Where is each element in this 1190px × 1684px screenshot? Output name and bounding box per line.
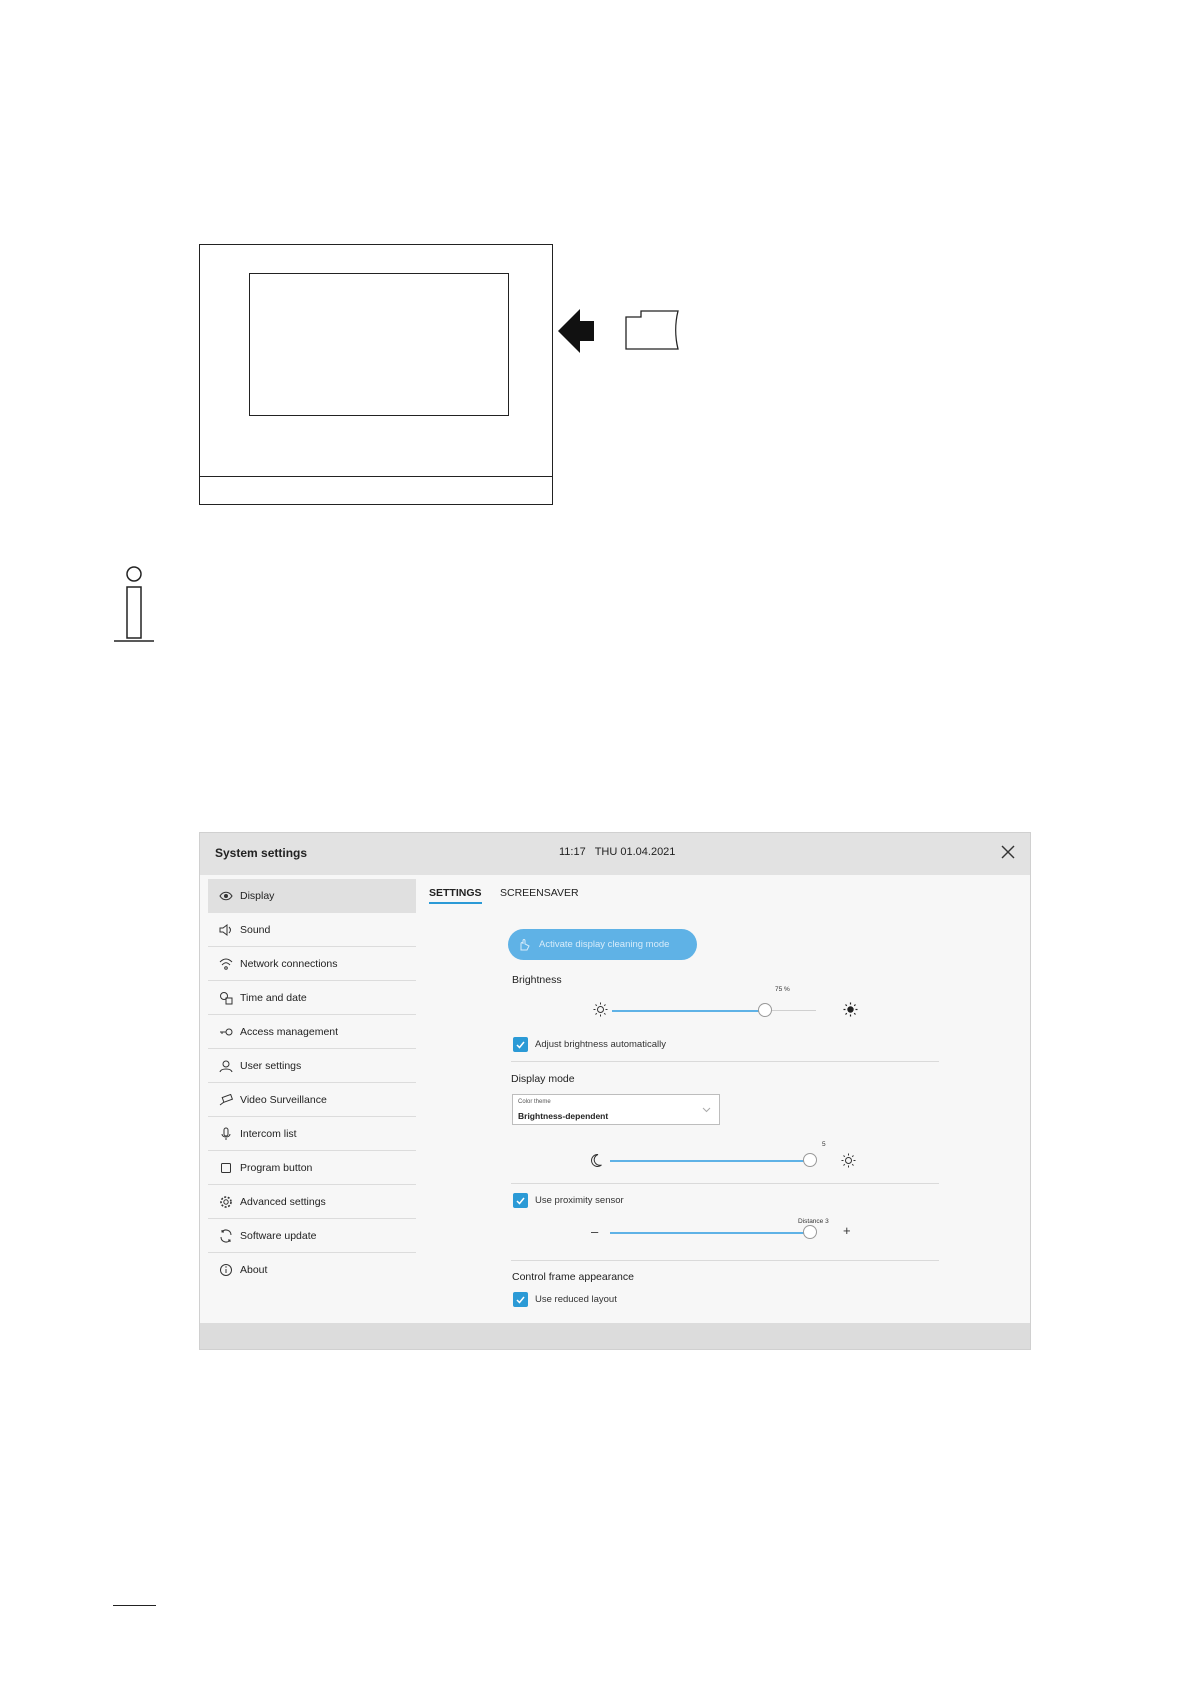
sidebar-item-network[interactable] [208,947,416,981]
square-icon [218,1160,234,1176]
key-icon [218,1024,234,1040]
display-mode-label: Display mode [511,1073,575,1085]
sidebar-item-advanced[interactable] [208,1185,416,1219]
divider [511,1061,939,1062]
display-cleaning-label: Activate display cleaning mode [539,939,670,950]
display-mode-slider-thumb[interactable] [803,1153,817,1167]
header-clock [559,846,675,858]
checkmark-icon [515,1039,526,1050]
color-theme-caption: Color theme [518,1099,551,1105]
insert-arrow-icon [558,309,598,353]
sidebar-item-label: Software update [240,1229,317,1242]
cleaning-hand-icon [518,938,532,952]
sidebar-item-label: Program button [240,1161,313,1174]
info-note-icon [112,565,156,643]
sun-outline-icon [593,1002,608,1017]
sidebar-item-about[interactable] [208,1253,416,1286]
settings-screenshot [199,832,1031,1350]
wifi-icon [218,956,234,972]
plus-icon[interactable]: + [843,1223,851,1238]
proximity-sensor-label: Use proximity sensor [535,1195,624,1206]
divider [511,1183,939,1184]
display-mode-value-label: 5 [822,1141,826,1148]
color-theme-dropdown[interactable] [512,1094,720,1125]
device-illustration [199,244,553,505]
sidebar-item-video[interactable] [208,1083,416,1117]
sidebar-item-label: Video Surveillance [240,1093,327,1106]
refresh-icon [218,1228,234,1244]
sun-filled-icon [843,1002,858,1017]
display-mode-slider-fill [610,1160,810,1162]
proximity-sensor-checkbox[interactable] [513,1193,528,1208]
sidebar-item-sound[interactable] [208,913,416,947]
display-cleaning-button[interactable] [508,929,697,960]
settings-header [200,833,1030,875]
brightness-value-label: 75 % [775,986,790,993]
sidebar-item-time-date[interactable] [208,981,416,1015]
brightness-slider-fill [612,1010,765,1012]
moon-icon [589,1153,603,1168]
clock-calendar-icon [218,990,234,1006]
close-icon[interactable] [1000,844,1016,860]
distance-label: Distance 3 [798,1218,829,1225]
distance-slider-fill [610,1232,810,1234]
settings-sidebar [208,879,416,1286]
speaker-icon [218,922,234,938]
sidebar-item-software-update[interactable] [208,1219,416,1253]
header-date: THU 01.04.2021 [594,846,676,858]
brightness-slider-thumb[interactable] [758,1003,772,1017]
page-footer-rule [113,1605,156,1606]
sidebar-item-label: Sound [240,923,271,936]
info-icon [218,1262,234,1278]
sidebar-item-user[interactable] [208,1049,416,1083]
camera-icon [218,1092,234,1108]
checkmark-icon [515,1294,526,1305]
device-bottom-edge [200,476,552,477]
sidebar-item-label: Advanced settings [240,1195,326,1208]
sidebar-item-label: Access management [240,1025,339,1038]
distance-slider-thumb[interactable] [803,1225,817,1239]
sidebar-item-program-button[interactable] [208,1151,416,1185]
tab-screensaver[interactable]: SCREENSAVER [500,887,579,899]
reduced-layout-checkbox[interactable] [513,1292,528,1307]
divider [511,1260,939,1261]
auto-brightness-checkbox[interactable] [513,1037,528,1052]
settings-title: System settings [215,846,308,860]
sun-outline-icon [841,1153,856,1168]
microphone-icon [218,1126,234,1142]
brightness-label: Brightness [512,974,562,986]
eye-icon [218,888,234,904]
sidebar-item-label: About [240,1263,268,1276]
settings-footer [200,1323,1030,1349]
header-time: 11:17 [559,846,586,858]
user-icon [218,1058,234,1074]
sidebar-item-access[interactable] [208,1015,416,1049]
sidebar-item-intercom[interactable] [208,1117,416,1151]
color-theme-value: Brightness-dependent [518,1111,609,1121]
minus-icon[interactable]: – [591,1224,599,1239]
sd-card-icon [624,309,682,351]
device-screen [249,273,509,416]
sidebar-item-label: Time and date [240,991,307,1004]
reduced-layout-label: Use reduced layout [535,1294,617,1305]
control-frame-label: Control frame appearance [512,1271,634,1283]
sidebar-item-label: Intercom list [240,1127,297,1140]
auto-brightness-label: Adjust brightness automatically [535,1039,666,1050]
gear-icon [218,1194,234,1210]
sidebar-item-label: Display [240,889,275,902]
tab-settings[interactable]: SETTINGS [429,887,482,904]
sidebar-item-label: Network connections [240,957,338,970]
sidebar-item-label: User settings [240,1059,302,1072]
sidebar-item-display[interactable] [208,879,416,913]
chevron-down-icon [702,1105,711,1114]
checkmark-icon [515,1195,526,1206]
